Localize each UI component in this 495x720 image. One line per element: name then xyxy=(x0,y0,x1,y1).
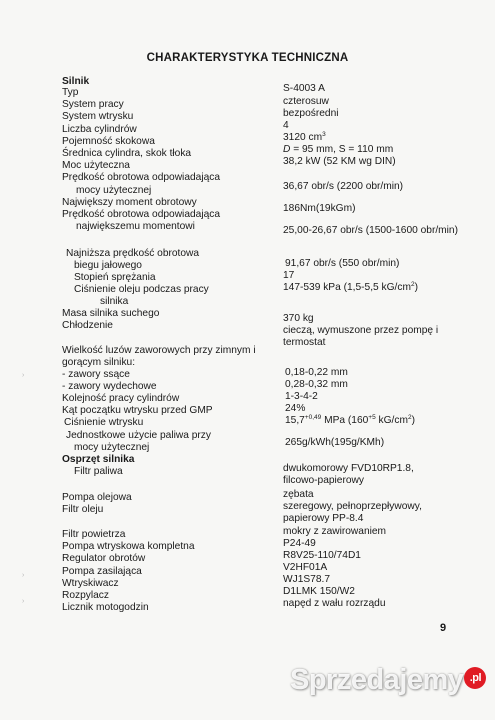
label-cisnienie-wtrysku: Ciśnienie wtrysku xyxy=(64,417,144,428)
value-rozpylacz: D1LMK 150/W2 xyxy=(283,586,355,597)
label-filtr-powietrza: Filtr powietrza xyxy=(62,529,126,540)
value-pompa-zasilajaca: V2HF01A xyxy=(283,562,328,573)
label-predkosc-moc-1: Prędkość obrotowa odpowiadająca xyxy=(62,172,221,183)
watermark-logo: Sprzedajemy .pl xyxy=(290,664,486,708)
label-bieg-jalowy-2: biegu jałowego xyxy=(74,260,142,271)
label-wtryskiwacz: Wtryskiwacz xyxy=(62,578,119,589)
value-predkosc-moment: 25,00-26,67 obr/s (1500-1600 obr/min) xyxy=(283,225,458,236)
value-sprezanie: 17 xyxy=(283,270,295,281)
value-moc: 38,2 kW (52 KM wg DIN) xyxy=(283,156,396,167)
label-liczba-cylindrow: Liczba cylindrów xyxy=(62,124,137,135)
label-licznik: Licznik motogodzin xyxy=(62,602,149,613)
label-masa: Masa silnika suchego xyxy=(62,308,160,319)
label-zawory-wydechowe: - zawory wydechowe xyxy=(62,381,157,392)
label-moc: Moc użyteczna xyxy=(62,160,130,171)
value-pojemnosc: 3120 $cm^3$ xyxy=(283,131,326,143)
label-system-wtrysku: System wtrysku xyxy=(62,111,134,122)
value-regulator: R8V25-110/74D1 xyxy=(283,550,361,561)
value-pompa-wtryskowa: P24-49 xyxy=(283,538,316,549)
label-system-pracy: System pracy xyxy=(62,99,124,110)
value-system-pracy: czterosuw xyxy=(283,96,329,107)
value-kolejnosc: 1-3-4-2 xyxy=(285,391,318,402)
label-luzy-2: gorącym silniku: xyxy=(62,357,136,368)
label-typ: Typ xyxy=(62,87,79,98)
value-wtryskiwacz: WJ1S78.7 xyxy=(283,574,330,585)
label-predkosc-moment-1: Prędkość obrotowa odpowiadająca xyxy=(62,209,221,220)
section-heading-equipment: Osprzęt silnika xyxy=(62,454,135,465)
label-zuzycie-1: Jednostkowe użycie paliwa przy xyxy=(66,430,211,441)
value-filtr-paliwa: dwukomorowy FVD10RP1.8, filcowo-papierowy xyxy=(283,463,414,486)
value-zawory-wydechowe: 0,28-0,32 mm xyxy=(285,379,348,390)
value-srednica: D = 95 mm, S = 110 mm xyxy=(283,144,394,155)
value-typ: S-4003 A xyxy=(283,83,325,94)
page-title: CHARAKTERYSTYKA TECHNICZNA xyxy=(146,52,349,64)
value-chlodzenie: cieczą, wymuszone przez pompę i termostat xyxy=(283,325,439,348)
label-rozpylacz: Rozpylacz xyxy=(62,590,109,601)
margin-mark: › xyxy=(22,598,25,605)
label-pompa-zasilajaca: Pompa zasilająca xyxy=(62,566,142,577)
value-pompa-olejowa: zębata xyxy=(283,489,314,500)
value-filtr-powietrza: mokry z zawirowaniem xyxy=(283,526,387,537)
label-predkosc-moment-2: największemu momentowi xyxy=(76,221,195,232)
value-zuzycie: 265g/kWh(195g/KMh) xyxy=(285,437,385,448)
value-zawory-ssace: 0,18-0,22 mm xyxy=(285,367,348,378)
watermark-suffix: .pl xyxy=(464,667,486,689)
label-cisnienie-oleju-1: Ciśnienie oleju podczas pracy xyxy=(74,284,209,295)
label-pojemnosc: Pojemność skokowa xyxy=(62,136,155,147)
value-licznik: napęd z wału rozrządu xyxy=(283,598,386,609)
label-kat-wtrysku: Kąt początku wtrysku przed GMP xyxy=(62,405,213,416)
label-filtr-paliwa: Filtr paliwa xyxy=(74,466,123,477)
label-chlodzenie: Chłodzenie xyxy=(62,320,113,331)
label-predkosc-moc-2: mocy użytecznej xyxy=(76,185,152,196)
value-moment-max: 186Nm(19kGm) xyxy=(283,203,356,214)
label-zawory-ssace: - zawory ssące xyxy=(62,369,130,380)
label-regulator: Regulator obrotów xyxy=(62,553,146,564)
label-sprezanie: Stopień sprężania xyxy=(74,272,156,283)
margin-mark: › xyxy=(22,372,25,379)
section-heading-engine: Silnik xyxy=(62,76,90,87)
label-pompa-wtryskowa: Pompa wtryskowa kompletna xyxy=(62,541,195,552)
label-zuzycie-2: mocy użytecznej xyxy=(74,442,150,453)
label-kolejnosc: Kolejność pracy cylindrów xyxy=(62,393,180,404)
value-cisnienie-wtrysku: $15,7^{+0,49}$ MPa ($160^{+5}$ $kG/cm^2$) xyxy=(285,414,415,426)
value-masa: 370 kg xyxy=(283,313,314,324)
label-bieg-jalowy-1: Najniższa prędkość obrotowa xyxy=(66,248,200,259)
label-cisnienie-oleju-2: silnika xyxy=(100,296,129,307)
label-luzy-1: Wielkość luzów zaworowych przy zimnym i xyxy=(62,345,256,356)
value-bieg-jalowy: 91,67 obr/s (550 obr/min) xyxy=(285,258,400,269)
value-filtr-oleju: szeregowy, pełnoprzepływowy, papierowy PP-8.4 xyxy=(283,501,422,524)
label-pompa-olejowa: Pompa olejowa xyxy=(62,492,132,503)
value-kat-wtrysku: 24% xyxy=(285,403,306,414)
value-cisnienie-oleju: 147-539 kPa (1,5-5,5 $kG/cm^2$) xyxy=(283,281,419,293)
value-liczba-cylindrow: 4 xyxy=(283,120,289,131)
label-moment-max: Największy moment obrotowy xyxy=(62,197,197,208)
page-number: 9 xyxy=(440,622,447,634)
margin-mark: › xyxy=(22,572,25,579)
value-predkosc-moc: 36,67 obr/s (2200 obr/min) xyxy=(283,181,404,192)
label-srednica: Średnica cylindra, skok tłoka xyxy=(62,148,192,159)
label-filtr-oleju: Filtr oleju xyxy=(62,504,104,515)
value-system-wtrysku: bezpośredni xyxy=(283,108,339,119)
